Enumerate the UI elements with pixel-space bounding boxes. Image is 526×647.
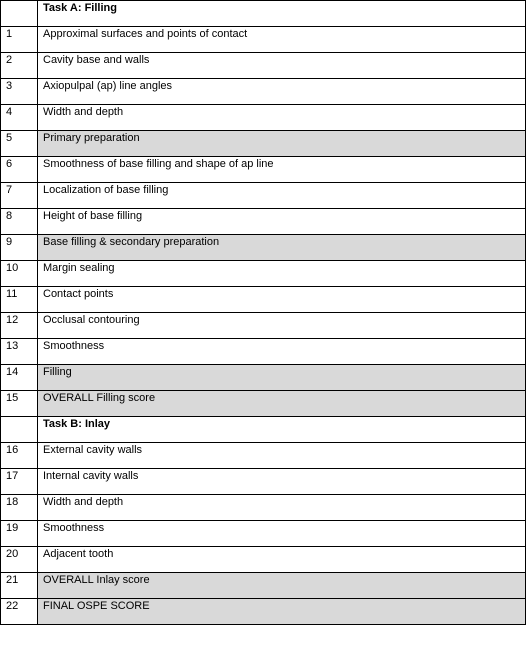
table-row [1, 469, 526, 495]
item-label: Localization of base filling [38, 183, 526, 209]
table-row [1, 209, 526, 235]
item-number: 17 [1, 469, 38, 495]
item-label: Smoothness [38, 521, 526, 547]
item-number: 8 [1, 209, 38, 235]
item-label: Width and depth [38, 495, 526, 521]
item-label: Internal cavity walls [38, 469, 526, 495]
item-number: 7 [1, 183, 38, 209]
item-label: Base filling & secondary preparation [38, 235, 526, 261]
item-label: OVERALL Inlay score [38, 573, 526, 599]
item-label: Contact points [38, 287, 526, 313]
table-row [1, 339, 526, 365]
item-number: 15 [1, 391, 38, 417]
item-number: 14 [1, 365, 38, 391]
table-row [1, 157, 526, 183]
item-number [1, 417, 38, 443]
table-row [1, 313, 526, 339]
table-row [1, 495, 526, 521]
item-label: Smoothness [38, 339, 526, 365]
section-header-row [1, 1, 526, 27]
item-number: 20 [1, 547, 38, 573]
item-number: 18 [1, 495, 38, 521]
table-row [1, 365, 526, 391]
item-number: 5 [1, 131, 38, 157]
item-number: 12 [1, 313, 38, 339]
item-label: Smoothness of base filling and shape of ap line [38, 157, 526, 183]
item-label: Margin sealing [38, 261, 526, 287]
item-label: Adjacent tooth [38, 547, 526, 573]
item-number: 4 [1, 105, 38, 131]
item-number: 6 [1, 157, 38, 183]
table-row [1, 521, 526, 547]
item-number [1, 1, 38, 27]
item-number: 10 [1, 261, 38, 287]
table-row [1, 599, 526, 625]
item-label: FINAL OSPE SCORE [38, 599, 526, 625]
item-label: Cavity base and walls [38, 53, 526, 79]
item-number: 3 [1, 79, 38, 105]
table-row [1, 443, 526, 469]
table-row [1, 547, 526, 573]
item-number: 9 [1, 235, 38, 261]
item-label: Height of base filling [38, 209, 526, 235]
table-row [1, 27, 526, 53]
item-number: 19 [1, 521, 38, 547]
table-row [1, 235, 526, 261]
item-label: Occlusal contouring [38, 313, 526, 339]
table-row [1, 573, 526, 599]
item-label: Approximal surfaces and points of contact [38, 27, 526, 53]
item-label: Primary preparation [38, 131, 526, 157]
section-title: Task A: Filling [38, 1, 526, 27]
item-number: 16 [1, 443, 38, 469]
section-header-row [1, 417, 526, 443]
item-label: External cavity walls [38, 443, 526, 469]
item-number: 2 [1, 53, 38, 79]
item-number: 22 [1, 599, 38, 625]
item-number: 21 [1, 573, 38, 599]
table-body [1, 1, 526, 625]
section-title: Task B: Inlay [38, 417, 526, 443]
item-label: Axiopulpal (ap) line angles [38, 79, 526, 105]
table-row [1, 183, 526, 209]
table-row [1, 105, 526, 131]
item-number: 13 [1, 339, 38, 365]
table-row [1, 131, 526, 157]
item-number: 11 [1, 287, 38, 313]
table-row [1, 53, 526, 79]
table-row [1, 287, 526, 313]
item-label: Filling [38, 365, 526, 391]
table-row [1, 261, 526, 287]
item-label: Width and depth [38, 105, 526, 131]
item-number: 1 [1, 27, 38, 53]
table-row [1, 391, 526, 417]
table-row [1, 79, 526, 105]
item-label: OVERALL Filling score [38, 391, 526, 417]
